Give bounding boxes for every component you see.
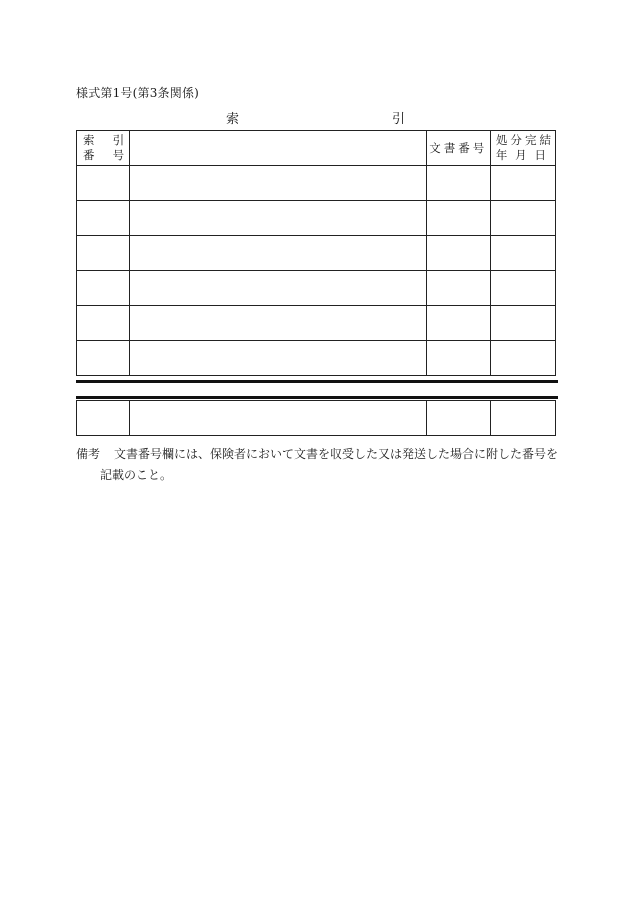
header-date-char: 月 <box>515 148 527 162</box>
table-row <box>77 401 556 436</box>
header-date-char: 完 <box>524 133 537 147</box>
omission-divider-top <box>76 380 558 383</box>
index-number-cell[interactable] <box>77 201 130 236</box>
document-number-cell[interactable] <box>426 341 490 376</box>
header-index-char: 引 <box>112 133 125 147</box>
index-number-cell[interactable] <box>77 271 130 306</box>
content-cell[interactable] <box>130 271 427 306</box>
content-cell[interactable] <box>130 401 427 436</box>
header-date-char: 分 <box>510 133 522 147</box>
remark-note <box>76 444 566 486</box>
document-number-cell[interactable] <box>426 271 490 306</box>
header-content <box>130 131 427 166</box>
index-table <box>76 130 556 376</box>
header-date-char: 処 <box>495 133 508 147</box>
remark-text: 文書番号欄には、保険者において文書を収受した又は発送した場合に附した番号を <box>114 447 559 461</box>
index-number-cell[interactable] <box>77 306 130 341</box>
document-number-cell[interactable] <box>426 166 490 201</box>
content-cell[interactable] <box>130 306 427 341</box>
header-index-char: 号 <box>112 148 125 162</box>
completion-date-cell[interactable] <box>490 306 555 341</box>
index-number-cell[interactable] <box>77 401 130 436</box>
header-date-char: 結 <box>539 133 551 147</box>
table-row <box>77 341 556 376</box>
table-row <box>77 306 556 341</box>
header-index-char: 索 <box>83 133 95 147</box>
index-number-cell[interactable] <box>77 341 130 376</box>
completion-date-cell[interactable] <box>490 166 555 201</box>
index-number-cell[interactable] <box>77 166 130 201</box>
remark-text-continued: 記載のこと。 <box>100 468 173 482</box>
completion-date-cell[interactable] <box>490 341 555 376</box>
document-number-cell[interactable] <box>426 306 490 341</box>
header-completion-date <box>490 131 555 166</box>
table-row <box>77 271 556 306</box>
content-cell[interactable] <box>130 201 427 236</box>
omission-divider-bottom <box>76 396 558 399</box>
remark-line <box>76 444 566 465</box>
content-cell[interactable] <box>130 341 427 376</box>
header-index-char: 番 <box>83 148 95 162</box>
document-number-cell[interactable] <box>426 236 490 271</box>
header-index-number <box>77 131 130 166</box>
document-number-cell[interactable] <box>426 201 490 236</box>
index-number-cell[interactable] <box>77 236 130 271</box>
document-number-cell[interactable] <box>426 401 490 436</box>
title-char-left: 索 <box>226 112 240 127</box>
index-table-continuation <box>76 400 556 436</box>
header-date-char: 日 <box>534 148 546 162</box>
completion-date-cell[interactable] <box>490 401 555 436</box>
table-row <box>77 166 556 201</box>
completion-date-cell[interactable] <box>490 236 555 271</box>
title-char-right: 引 <box>392 112 406 127</box>
table-header-row <box>77 131 556 166</box>
form-label: 様式第1号(第3条関係) <box>76 86 200 100</box>
table-row <box>77 201 556 236</box>
completion-date-cell[interactable] <box>490 201 555 236</box>
remark-heading: 備考 <box>76 447 101 461</box>
completion-date-cell[interactable] <box>490 271 555 306</box>
content-cell[interactable] <box>130 166 427 201</box>
header-date-char: 年 <box>495 148 508 162</box>
content-cell[interactable] <box>130 236 427 271</box>
table-row <box>77 236 556 271</box>
header-document-number: 文書番号 <box>426 131 490 166</box>
